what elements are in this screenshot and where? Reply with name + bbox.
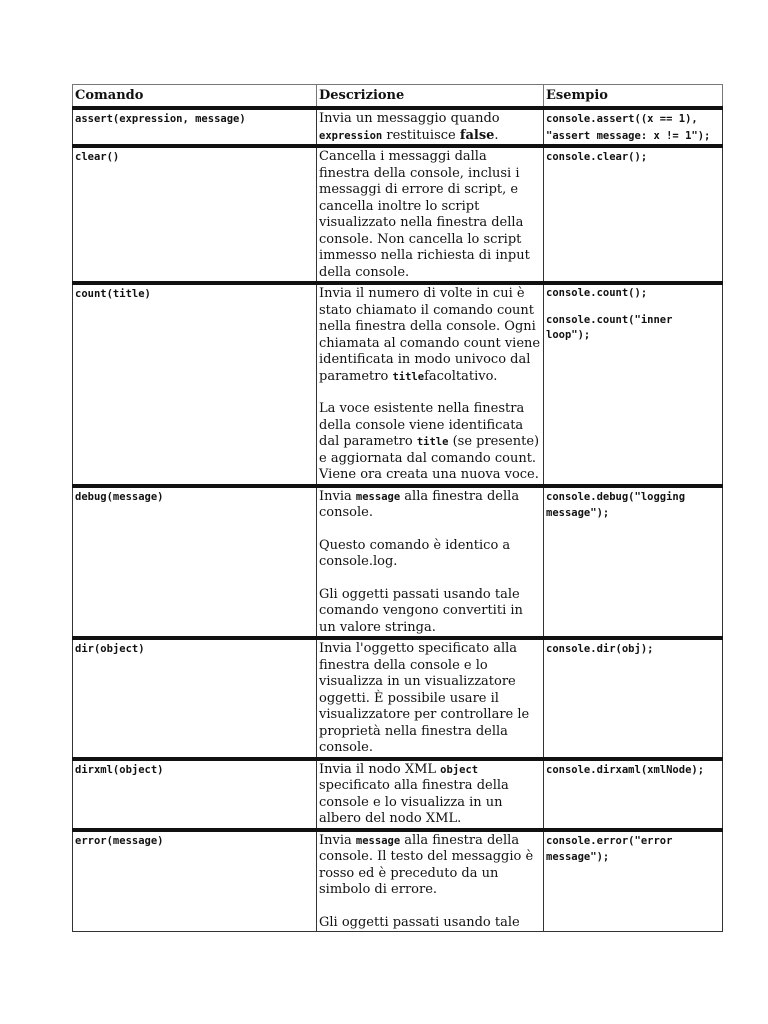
command-cell (73, 759, 317, 830)
table-row (73, 108, 723, 146)
example-code: console.dir(obj); (546, 643, 654, 655)
inline-code: object (440, 763, 479, 776)
table-row (73, 283, 723, 486)
example-cell (544, 759, 723, 830)
example-code: console.error("error message"); (546, 834, 679, 863)
command-cell (73, 830, 317, 932)
command-cell (73, 638, 317, 759)
command-name: clear() (75, 151, 120, 163)
table-row (73, 830, 723, 932)
description-text: Invia message alla finestra della console. (319, 488, 520, 520)
description-cell (317, 638, 544, 759)
description-text: Gli oggetti passati usando tale (319, 914, 520, 930)
description-text: Invia l'oggetto specificato alla finestra della console e lo visualizza in un visualizzatore oggetti. È possibile usare il visualizzatore per controllare le proprietà nella finestra della console. (319, 641, 530, 755)
description-text: Gli oggetti passati usando tale comando vengono convertiti in un valore stringa. (319, 586, 523, 635)
command-cell (73, 146, 317, 283)
example-cell (544, 638, 723, 759)
example-code: console.dirxaml(xmlNode); (546, 763, 705, 776)
inline-code: title (392, 370, 425, 383)
description-text: Invia message alla finestra della console. Il testo del messaggio è rosso ed è preceduto da un simbolo di errore. (319, 832, 534, 897)
description-cell (317, 108, 544, 146)
example-code: console.count("inner loop"); (546, 314, 679, 341)
example-cell (544, 108, 723, 146)
table-row (73, 146, 723, 283)
description-cell (317, 759, 544, 830)
command-cell (73, 486, 317, 639)
example-cell (544, 486, 723, 639)
inline-code: message (355, 490, 401, 503)
command-cell (73, 108, 317, 146)
table-row (73, 759, 723, 830)
description-text: Invia un messaggio quando expression restituisce false. (319, 111, 500, 143)
inline-code: message (355, 834, 401, 847)
bold-text: false (459, 127, 495, 143)
header-description: Descrizione (317, 85, 544, 109)
description-text: Questo comando è identico a console.log. (319, 537, 511, 569)
description-cell (317, 830, 544, 932)
example-code: console.assert((x == 1), "assert message: x != 1"); (546, 113, 711, 142)
table-row (73, 486, 723, 639)
description-text: Cancella i messaggi dalla finestra della console, inclusi i messaggi di errore di script, e cancella inoltre lo script visualizzato nella finestra della console. Non cancella lo script immesso nella richiesta di input della console. (319, 149, 530, 280)
example-code: console.count(); (546, 287, 648, 299)
description-cell (317, 283, 544, 486)
example-code: console.debug("logging message"); (546, 490, 692, 519)
description-text: La voce esistente nella finestra della console viene identificata dal parametro title (se presente) e aggiornata dal comando count. Viene ora creata una nuova voce. (319, 401, 540, 482)
command-name: error(message) (75, 834, 164, 847)
description-text: Invia il numero di volte in cui è stato chiamato il comando count nella finestra della console. Ogni chiamata al comando count viene identificata in modo univoco dal parametro titlefacoltativo. (319, 286, 541, 384)
header-command: Comando (73, 85, 317, 109)
header-row (73, 85, 723, 109)
commands-table (72, 84, 723, 932)
example-cell (544, 146, 723, 283)
description-cell (317, 146, 544, 283)
command-name: dir(object) (75, 643, 145, 655)
description-cell (317, 486, 544, 639)
command-name: dirxml(object) (75, 763, 164, 776)
example-cell (544, 283, 723, 486)
example-code: console.clear(); (546, 151, 648, 163)
example-cell (544, 830, 723, 932)
command-cell (73, 283, 317, 486)
command-name: assert(expression, message) (75, 113, 246, 125)
command-name: debug(message) (75, 490, 164, 503)
header-example: Esempio (544, 85, 723, 109)
description-text: Invia il nodo XML object specificato alla finestra della console e lo visualizza in un albero del nodo XML. (319, 761, 509, 826)
inline-code: expression (319, 129, 383, 142)
inline-code: title (416, 436, 449, 448)
table-row (73, 638, 723, 759)
command-name: count(title) (75, 288, 151, 300)
